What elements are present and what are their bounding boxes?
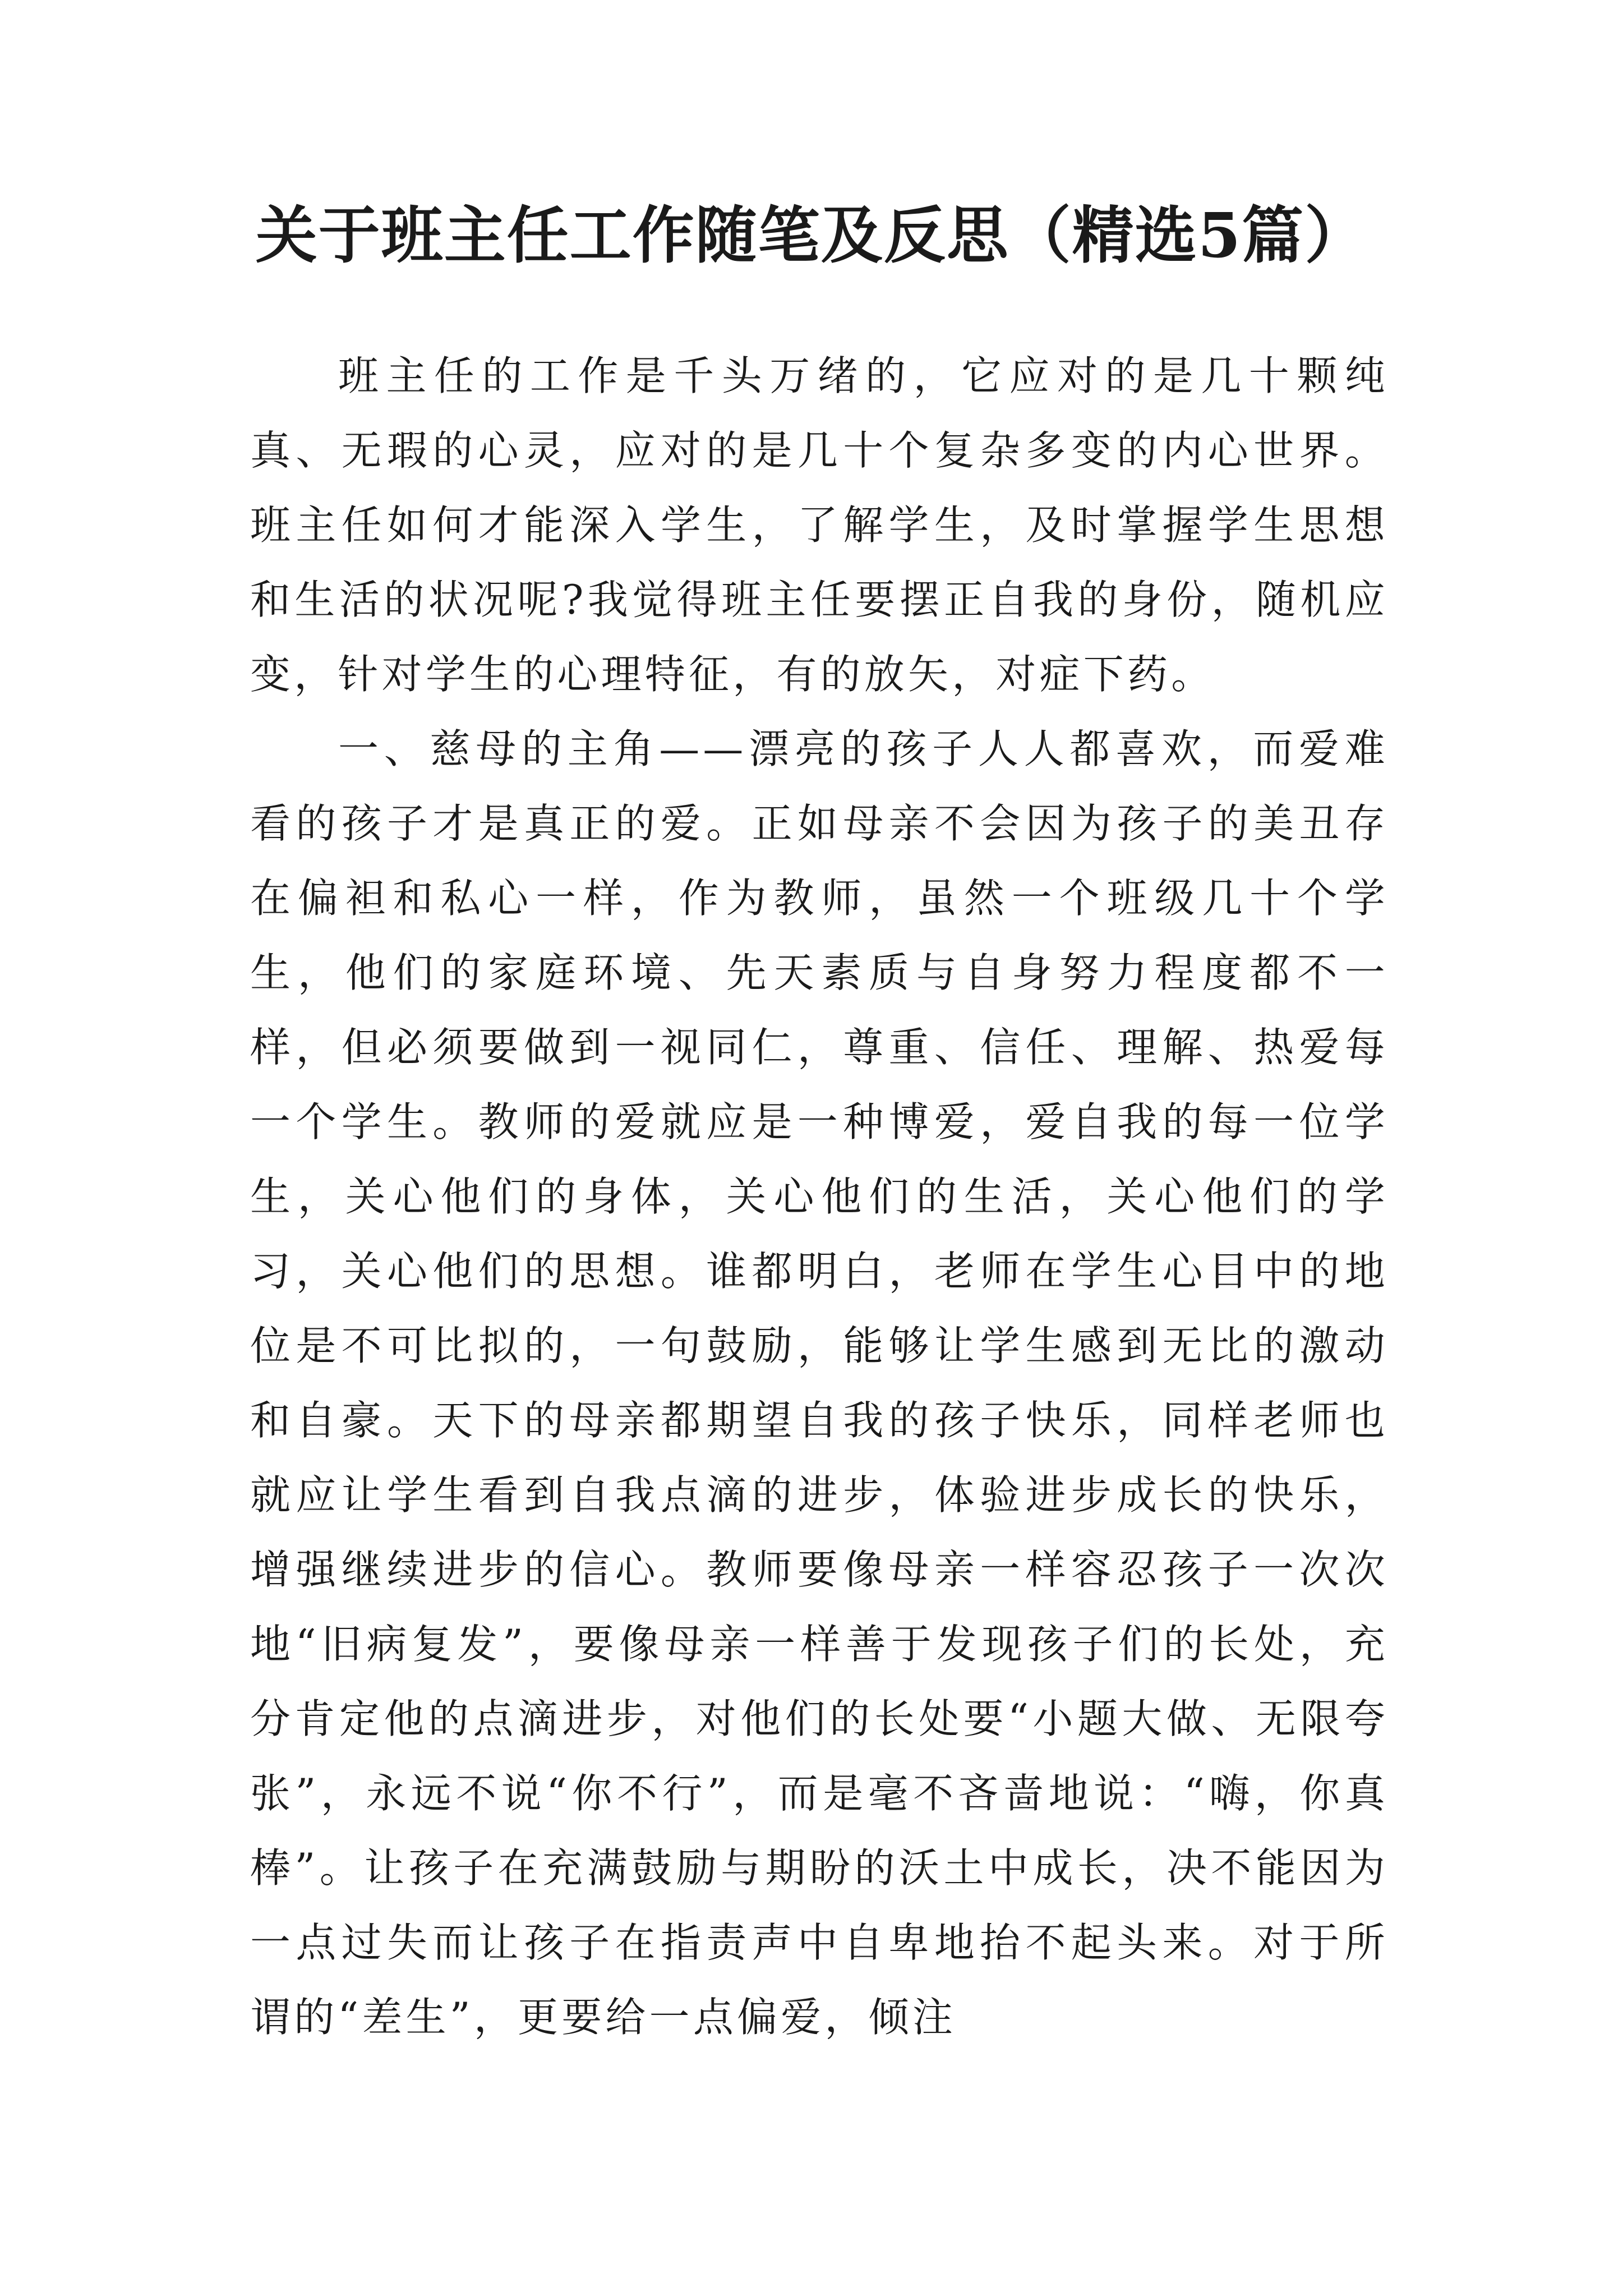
paragraph-section-one: 一、慈母的主角——漂亮的孩子人人都喜欢，而爱难看的孩子才是真正的爱。正如母亲不会因为孩子的美丑存在偏袒和私心一样，作为教师，虽然一个班级几十个学生，他们的家庭环境、先天素质与自身努力程度都不一样，但必须要做到一视同仁，尊重、信任、理解、热爱每一个学生。教师的爱就应是一种博爱，爱自我的每一位学生，关心他们的身体，关心他们的生活，关心他们的学习，关心他们的思想。谁都明白，老师在学生心目中的地位是不可比拟的，一句鼓励，能够让学生感到无比的激动和自豪。天下的母亲都期望自我的孩子快乐，同样老师也就应让学生看到自我点滴的进步，体验进步成长的快乐，增强继续进步的信心。教师要像母亲一样容忍孩子一次次地“旧病复发”，要像母亲一样善于发现孩子们的长处，充分肯定他的点滴进步，对他们的长处要“小题大做、无限夸张”，永远不说“你不行”，而是毫不吝啬地说：“嗨，你真棒”。让孩子在充满鼓励与期盼的沃土中成长，决不能因为一点过失而让孩子在指责声中自卑地抬不起头来。对于所谓的“差生”，更要给一点偏爱，倾注: [250, 725, 1389, 2041]
document-title: 关于班主任工作随笔及反思（精选5篇）: [255, 199, 1368, 272]
paragraph-intro: 班主任的工作是千头万绪的，它应对的是几十颗纯真、无瑕的心灵，应对的是几十个复杂多变的内心世界。班主任如何才能深入学生，了解学生，及时掌握学生思想和生活的状况呢?我觉得班主任要摆正自我的身份，随机应变，针对学生的心理特征，有的放矢，对症下药。: [250, 352, 1389, 698]
document-body: [250, 339, 1389, 2055]
